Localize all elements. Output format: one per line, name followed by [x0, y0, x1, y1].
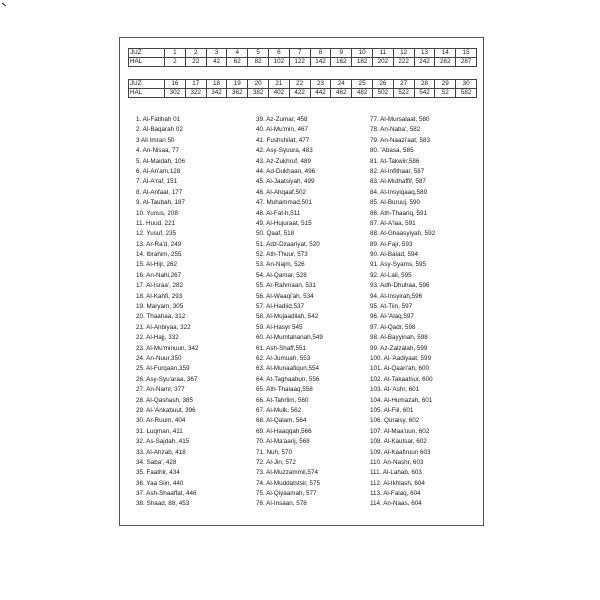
surah-list-item: 107. Al-Maa'uun, 602	[370, 427, 430, 435]
surah-list-item: 61. Ash-Shaff,551	[256, 344, 306, 352]
hal-page-cell: 462	[331, 89, 352, 98]
surah-list-item: 23. Al-Mu'minuun, 342	[136, 344, 199, 352]
surah-list-item: 93. Adh-Dhuhaa, 596	[370, 282, 430, 290]
surah-list-item: 21. Al-Anbiyaa, 322	[136, 323, 191, 331]
surah-list-item: 102. At-Takaatsur, 600	[370, 375, 433, 383]
juz-label: JUZ	[129, 80, 165, 89]
surah-list-item: 29. Al-'Ankabuut, 396	[136, 406, 196, 414]
hal-page-cell: 542	[414, 89, 435, 98]
juz-row	[129, 80, 477, 89]
surah-list-item: 51. Adz-Dzaariyat, 520	[256, 240, 320, 248]
surah-list-item: 56. Al-Waaqi'ah, 534	[256, 292, 314, 300]
surah-list-item: 100. Al-'Aadiyaat, 599	[370, 354, 432, 362]
juz-number-cell: 5	[248, 49, 269, 58]
surah-list-item: 96. Al-'Alaq,597	[370, 313, 414, 321]
hal-page-cell: 362	[227, 89, 248, 98]
corner-scan-mark	[1, 2, 7, 8]
hal-page-cell: 162	[331, 58, 352, 67]
surah-list-item: 17. Al-Israa', 282	[136, 282, 184, 290]
surah-list-item: 78. An-Naba', 582	[370, 126, 421, 134]
hal-page-cell: 42	[206, 58, 227, 67]
surah-list-item: 6. Al-An'am,128	[136, 167, 181, 175]
juz-number-cell: 12	[393, 49, 414, 58]
surah-list-item: 113. Al-Falaq, 604	[370, 490, 421, 498]
surah-list-item: 48. Al-Fat-h,511	[256, 209, 301, 217]
surah-list-item: 10. Yunus, 208	[136, 209, 178, 217]
hal-page-cell: 82	[248, 58, 269, 67]
hal-page-cell: 502	[372, 89, 393, 98]
hal-page-cell: 62	[227, 58, 248, 67]
juz-number-cell: 2	[185, 49, 206, 58]
surah-list-item: 12. Yusuf, 235	[136, 230, 177, 238]
juz-number-cell: 11	[372, 49, 393, 58]
hal-page-cell: 222	[393, 58, 414, 67]
juz-number-cell: 21	[268, 80, 289, 89]
surah-list-item: 55. Ar-Rahmaan, 531	[256, 282, 316, 290]
surah-list-item: 38. Shaad, 88, 453	[136, 500, 190, 508]
surah-list-item: 98. Al-Bayyinah, 598	[370, 334, 428, 342]
hal-page-cell: 52	[435, 89, 456, 98]
juz-number-cell: 29	[435, 80, 456, 89]
surah-list-item: 36. Yaa Siin, 440	[136, 479, 184, 487]
juz-number-cell: 23	[310, 80, 331, 89]
juz-number-cell: 6	[268, 49, 289, 58]
surah-list-item: 14. Ibrahim, 255	[136, 251, 182, 259]
surah-list-item: 106. Quraisy, 602	[370, 417, 420, 425]
juz-number-cell: 16	[165, 80, 186, 89]
surah-list-item: 99. Az-Zalzalah, 599	[370, 344, 428, 352]
surah-list-item: 109. Al-Kaafiruun 603	[370, 448, 431, 456]
hal-page-cell: 287	[456, 58, 477, 67]
hal-page-cell: 482	[352, 89, 373, 98]
surah-list-item: 11. Huud, 221	[136, 219, 176, 227]
juz-number-cell: 17	[185, 80, 206, 89]
surah-list-item: 75. Al-Qiyaamah, 577	[256, 490, 317, 498]
juz-number-cell: 8	[310, 49, 331, 58]
surah-list-item: 101. Al-Qaari'ah, 600	[370, 365, 429, 373]
hal-page-cell: 422	[289, 89, 310, 98]
surah-list-item: 91. Asy-Syams, 595	[370, 261, 426, 269]
surah-list-item: 111. Al-Lahab, 603	[370, 469, 422, 477]
surah-list-item: 66. At-Tahrlim, 560	[256, 396, 309, 404]
surah-list-item: 77. Al-Mursalaat, 580	[370, 116, 430, 123]
juz-number-cell: 18	[206, 80, 227, 89]
surah-list-item: 33. Al-Ahzab, 418	[136, 448, 186, 456]
surah-list-item: 73. Al-Muzzammil,574	[256, 469, 318, 477]
surah-list-item: 50. Qaaf, 518	[256, 230, 295, 238]
surah-list-item: 19. Maryam, 305	[136, 303, 184, 311]
surah-list-item: 110. An-Nashr, 603	[370, 458, 424, 466]
surah-list-item: 84. Al-Insyiqaaq,589	[370, 188, 428, 196]
surah-list-item: 35. Faathir, 434	[136, 469, 180, 477]
hal-page-cell: 342	[206, 89, 227, 98]
hal-page-cell: 582	[456, 89, 477, 98]
surah-list-item: 71. Nuh, 570	[256, 448, 293, 456]
surah-list-item: 86. Ath-Thaariq, 591	[370, 209, 428, 217]
surah-list-item: 62. Al-Jumuah, 553	[256, 354, 311, 362]
juz-number-cell: 9	[331, 49, 352, 58]
surah-list-item: 20. Thaahaa, 312	[136, 313, 186, 321]
surah-list-item: 30. Ar-Ruum, 404	[136, 417, 186, 425]
surah-list-item: 90. Al-Balad, 594	[370, 251, 418, 259]
surah-list-item: 18. Al-Kahfi, 293	[136, 292, 183, 300]
juz-number-cell: 28	[414, 80, 435, 89]
surah-list-item: 7. Al-A'raf, 151	[136, 178, 178, 186]
juz-number-cell: 15	[456, 49, 477, 58]
surah-list-item: 42. Asy-Syuura, 483	[256, 147, 313, 155]
surah-list-item: 45. Al-Jaatsiyah, 499	[256, 178, 315, 186]
surah-list-item: 103. Al-'Ashr, 601	[370, 386, 420, 394]
juz-number-cell: 1	[165, 49, 186, 58]
surah-list-item: 60. Al-Mumtahanah,549	[256, 334, 323, 342]
surah-list-item: 92. Al-Lail, 595	[370, 271, 412, 279]
hal-page-cell: 242	[414, 58, 435, 67]
surah-list-item: 76. Al-Insaan, 578	[256, 500, 307, 508]
surah-list-item: 2. Al-Baqarah 02	[136, 126, 183, 134]
surah-list-item: 65. Ath-Thalaaq,558	[256, 386, 313, 394]
surah-list-item: 1. Al-Fatihah 01	[136, 116, 181, 123]
juz-number-cell: 27	[393, 80, 414, 89]
hal-label: HAL	[129, 89, 165, 98]
hal-page-cell: 402	[268, 89, 289, 98]
surah-list-item: 28. Al-Qashash, 385	[136, 396, 194, 404]
surah-list-item: 43. Az-Zukhruf, 489	[256, 157, 311, 165]
surah-list-item: 89. Al-Fajr, 593	[370, 240, 413, 248]
surah-list-item: 82. Al-Infithaar, 587	[370, 167, 425, 175]
surah-list-item: 47. Muhammad,501	[256, 199, 313, 207]
surah-list-item: 74. Al-Muddatstsir, 575	[256, 479, 321, 487]
surah-list-item: 15. Al-Hijr, 262	[136, 261, 177, 269]
juz-number-cell: 25	[352, 80, 373, 89]
surah-list-item: 49. Al-Hujuraat, 515	[256, 219, 312, 227]
hal-row	[129, 58, 477, 67]
surah-list-item: 57. Al-Hadiid,537	[256, 303, 304, 311]
surah-list-item: 22. Al-Hajj, 332	[136, 334, 179, 342]
hal-page-cell: 202	[372, 58, 393, 67]
surah-list-item: 67. Al-Mulk, 562	[256, 406, 302, 414]
juz-number-cell: 26	[372, 80, 393, 89]
surah-list-item: 37. Ash-Shaaffat, 446	[136, 490, 197, 498]
juz-row	[129, 49, 477, 58]
surah-list-item: 27. An-Naml, 377	[136, 386, 185, 394]
surah-list-item: 40. Al-Mu'min, 467	[256, 126, 308, 134]
surah-list-item: 83. Al-Muthaffif, 587	[370, 178, 426, 186]
surah-list-item: 81. At-Takwiir,586	[370, 157, 420, 165]
surah-list-item: 4. An-Nisaa, 77	[136, 147, 180, 155]
surah-list-item: 3 Ali Imran 50	[136, 136, 175, 144]
surah-list-item: 26. Asy-Syu'araa, 367	[136, 375, 198, 383]
juz-number-cell: 14	[435, 49, 456, 58]
surah-list-item: 46. Al-Ahqaaf,502	[256, 188, 307, 196]
surah-list-item: 25. Al-Furqaan,359	[136, 365, 190, 373]
juz-number-cell: 24	[331, 80, 352, 89]
surah-list-item: 24. An-Nuur,350	[136, 354, 182, 362]
surah-list-item: 63. Al-Munaafiqun,554	[256, 365, 320, 373]
surah-list-item: 52. Ath-Thuur, 573	[256, 251, 308, 259]
juz-number-cell: 10	[352, 49, 373, 58]
surah-list-item: 80. 'Abasa, 585	[370, 147, 414, 155]
hal-page-cell: 522	[393, 89, 414, 98]
hal-label: HAL	[129, 58, 165, 67]
juz-number-cell: 13	[414, 49, 435, 58]
juz-number-cell: 20	[248, 80, 269, 89]
hal-page-cell: 322	[185, 89, 206, 98]
surah-list-item: 105. Al-Fiil, 601	[370, 406, 414, 414]
surah-list-item: 88. Al-Ghaasyiyah, 592	[370, 230, 436, 238]
surah-list-item: 54. Al-Qamar, 528	[256, 271, 307, 279]
surah-list-item: 97. Al-Qadr, 598	[370, 323, 416, 331]
surah-list-item: 108. Al-Kautsar, 602	[370, 438, 427, 446]
hal-page-cell: 262	[435, 58, 456, 67]
surah-list-item: 69. Al-Haaqqah,566	[256, 427, 312, 435]
surah-list-item: 70. Al-Ma'aarij, 568	[256, 438, 310, 446]
surah-list-item: 72. Al-Jin, 572	[256, 458, 296, 466]
surah-list-item: 114. An-Naas, 604	[370, 500, 422, 508]
juz-table-bottom	[128, 79, 477, 98]
surah-list-item: 87. Al-A'laa, 591	[370, 219, 416, 227]
document-page	[119, 37, 484, 526]
juz-number-cell: 7	[289, 49, 310, 58]
surah-list-item: 94. Al-Insyirah,596	[370, 292, 423, 300]
surah-column-2	[256, 115, 323, 510]
surah-list-item: 34. Saba', 428	[136, 458, 177, 466]
juz-number-cell: 30	[456, 80, 477, 89]
juz-number-cell: 4	[227, 49, 248, 58]
hal-page-cell: 382	[248, 89, 269, 98]
hal-page-cell: 122	[289, 58, 310, 67]
surah-list-item: 95. At-Tiin, 597	[370, 303, 413, 311]
surah-list-item: 104. Al-Humazah, 601	[370, 396, 433, 404]
hal-page-cell: 442	[310, 89, 331, 98]
hal-page-cell: 22	[185, 58, 206, 67]
surah-list-item: 32. As-Sajdah ,415	[136, 438, 190, 446]
surah-list-item: 9. Al-Taubah, 187	[136, 199, 186, 207]
surah-list-item: 68. Al-Qalam, 564	[256, 417, 307, 425]
surah-list-item: 64. At-Taghaabun, 556	[256, 375, 320, 383]
juz-table-top	[128, 48, 477, 67]
hal-page-cell: 142	[310, 58, 331, 67]
surah-list-item: 31. Luqman, 411	[136, 427, 183, 435]
surah-list-item: 8. Al-Anfaal, 177	[136, 188, 183, 196]
surah-list-item: 85. Al-Buruuj, 590	[370, 199, 421, 207]
hal-page-cell: 182	[352, 58, 373, 67]
hal-row	[129, 89, 477, 98]
surah-list-item: 59. Al-Hasyr 545	[256, 323, 303, 331]
hal-page-cell: 302	[165, 89, 186, 98]
surah-list-item: 53. An-Najm, 526	[256, 261, 305, 269]
juz-number-cell: 19	[227, 80, 248, 89]
hal-page-cell: 102	[268, 58, 289, 67]
surah-list-item: 5. Al-Maidah, 106	[136, 157, 186, 165]
surah-list-item: 112. Al-Ikhlash, 604	[370, 479, 425, 487]
surah-list-item: 39. Az-Zumar, 458	[256, 116, 308, 123]
juz-label: JUZ	[129, 49, 165, 58]
surah-list-item: 58. Al-Mujaadilah, 542	[256, 313, 319, 321]
surah-list-item: 79. An-Naazi'aat, 583	[370, 136, 431, 144]
surah-list-item: 41. Fushshilat, 477	[256, 136, 310, 144]
surah-list-item: 16. An-Nahl,267	[136, 271, 182, 279]
surah-list-item: 13. Ar-Ra'd, 249	[136, 240, 182, 248]
juz-number-cell: 3	[206, 49, 227, 58]
hal-page-cell: 2	[165, 58, 186, 67]
surah-column-3	[370, 115, 435, 510]
surah-list-item: 44. Ad-Dukhaan, 496	[256, 167, 316, 175]
juz-number-cell: 22	[289, 80, 310, 89]
surah-column-1	[136, 115, 198, 510]
